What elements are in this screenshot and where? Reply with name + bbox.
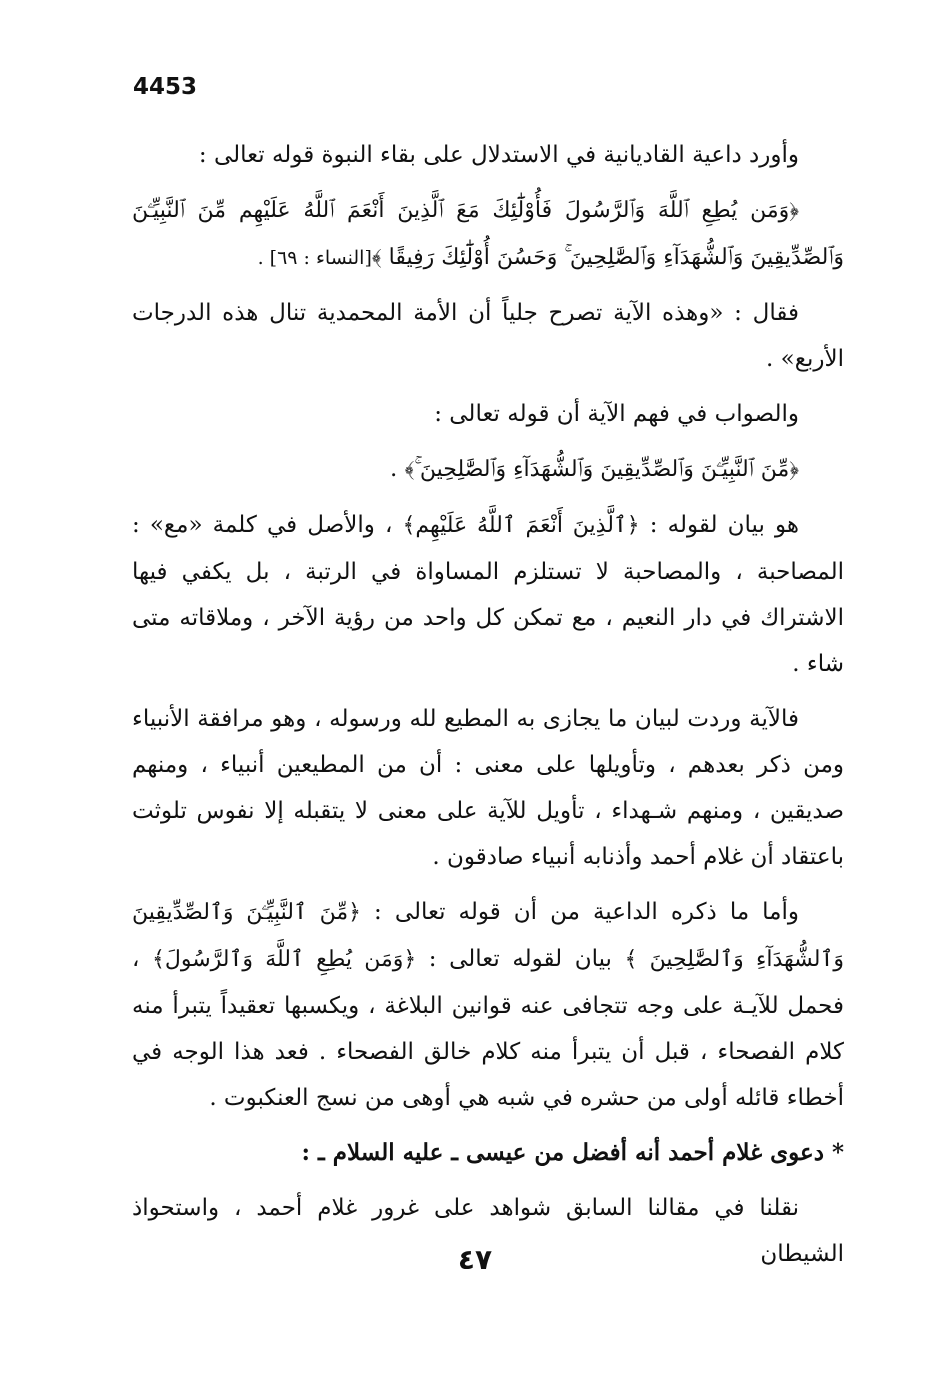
explanation-start: هو بيان لقوله : (639, 512, 800, 538)
paragraph-interpretation (132, 696, 844, 880)
paragraph-explanation (132, 502, 844, 687)
quote-text: فقال : «وهذه الآية تصرح جلياً أن الأمة المحمدية تنال هذه الدرجات الأربع» . (132, 300, 844, 372)
rebuttal-start: وأما ما ذكره الداعية من أن قوله تعالى : (361, 899, 800, 925)
verse-reference: [النساء : ٦٩] . (257, 247, 372, 269)
correct-reading-text: والصواب في فهم الآية أن قوله تعالى : (434, 401, 799, 427)
quran-inline: ﴿ٱلَّذِينَ أَنْعَمَ ٱللَّهُ عَلَيْهِم﴾ (402, 513, 640, 538)
body-text (132, 132, 844, 1286)
quran-excerpt-tail: . (389, 456, 405, 482)
quran-inline-3: ﴿وَمَن يُطِعِ ٱللَّهَ وَٱلرَّسُولَ﴾ (151, 947, 417, 972)
rebuttal-rest: ، فحمل للآيـة على وجه تتجافى عنه قوانين البلاغة ، ويكسبها تعقيداً يتبرأ منه كلام الفصحاء ، قبل أن يتبرأ منه كلام خالق الفصحاء . فعد هذا الوجه في أخطاء قائله أولى من حشره في شبه هي أوهى من نسج العنكبوت . (132, 946, 844, 1111)
quran-verse-block (132, 187, 844, 281)
page-number: ٤٧ (457, 1243, 493, 1276)
quran-excerpt: ﴿مِّنَ ٱلنَّبِيِّـۧنَ وَٱلصِّدِّيقِينَ وَٱلشُّهَدَآءِ وَٱلصَّٰلِحِينَ ۚ﴾ (404, 457, 799, 482)
section-heading-text: * دعوى غلام أحمد أنه أفضل من عيسى ـ عليه السلام ـ : (301, 1139, 844, 1166)
quran-inline-2: ﴿مِّنَ ٱلنَّبِيِّـۧنَ وَٱلصِّدِّيقِينَ وَٱلشُّهَدَآءِ وَٱلصَّٰلِحِينَ ﴾ (132, 900, 844, 972)
final-text: نقلنا في مقالنا السابق شواهد على غرور غلام أحمد ، واستحواذ الشيطان (132, 1195, 844, 1267)
intro-text: وأورد داعية القاديانية في الاستدلال على بقاء النبوة قوله تعالى : (198, 142, 799, 168)
explanation-rest: ، والأصل في كلمة «مع» : المصاحبة ، والمصاحبة لا تستلزم المساواة في الرتبة ، بل يكفي فيها الاشتراك في دار النعيم ، مع تمكن كل واحد من رؤية الآخر ، وملاقاته متى شاء . (132, 512, 844, 677)
paragraph-intro (132, 132, 844, 178)
quran-excerpt-block (132, 446, 844, 493)
paragraph-correct-reading (132, 391, 844, 437)
interpretation-text: فالآية وردت لبيان ما يجازى به المطيع لله ورسوله ، وهو مرافقة الأنبياء ومن ذكر بعدهم ، وتأويلها على معنى : أن من المطيعين أنبياء ، ومنهم صديقين ، ومنهم شـهداء ، تأويل للآية على معنى لا يتقبله إلا نفوس تلوثت باعتقاد أن غلام أحمد وأذنابه أنبياء صادقون . (132, 706, 845, 870)
section-heading (132, 1130, 844, 1176)
page-code: 4453 (133, 74, 198, 100)
paragraph-rebuttal (132, 889, 844, 1121)
rebuttal-middle: بيان لقوله تعالى : (416, 946, 625, 972)
quran-verse: ﴿وَمَن يُطِعِ ٱللَّهَ وَٱلرَّسُولَ فَأُوْلَٰٓئِكَ مَعَ ٱلَّذِينَ أَنْعَمَ ٱللَّهُ عَلَيْهِم مِّنَ ٱلنَّبِيِّـۧنَ وَٱلصِّدِّيقِينَ وَٱلشُّهَدَآءِ وَٱلصَّٰلِحِينَ ۚ وَحَسُنَ أُوْلَٰٓئِكَ رَفِيقًا ﴾ (132, 198, 844, 270)
paragraph-quote (132, 290, 844, 382)
